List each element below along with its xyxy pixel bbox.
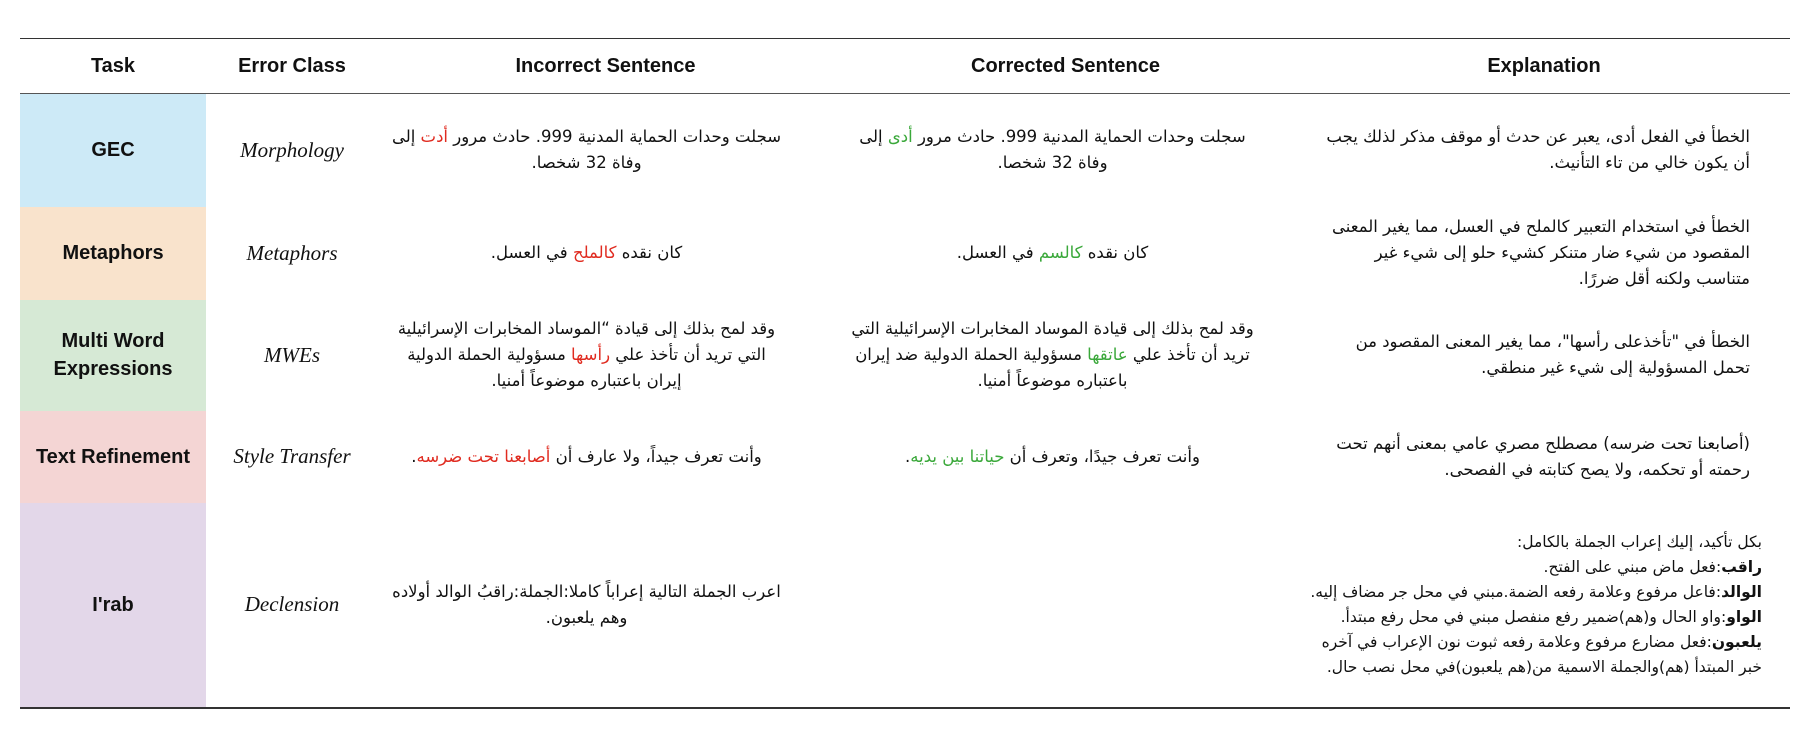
header-error-class: Error Class <box>206 39 378 94</box>
explanation-cell: الخطأ في استخدام التعبير كالملح في العسل، مما يغير المعنى المقصود من شيء ضار متنكر كشيء حلو إلى شيء غير متناسب ولكنه أقل ضررًا. <box>1332 217 1750 288</box>
sentence-text: وقد لمح بذلك إلى قيادة الموساد المخابرات الإسرائيلية التي تريد أن تأخذ علي <box>851 319 1254 364</box>
sentence-text: كان نقده <box>1082 243 1149 262</box>
header-incorrect-sentence: Incorrect Sentence <box>378 39 833 94</box>
corrected-sentence-cell <box>833 207 1298 300</box>
sentence-text: كان نقده <box>616 243 683 262</box>
sentence-text: مسؤولية الحملة الدولية ضد إيران باعتباره موضوعاً أمنيا. <box>855 345 1128 390</box>
task-cell: Text Refinement <box>20 411 206 503</box>
correction-highlight: عاتقها <box>1087 345 1128 364</box>
table-row-mwe <box>20 300 1790 411</box>
table-row-irab <box>20 503 1790 707</box>
irab-text: :فاعل مرفوع وعلامة رفعه الضمة.مبني في محل جر مضاف إليه. <box>1310 582 1722 601</box>
corrected-sentence-cell <box>833 503 1298 707</box>
incorrect-sentence-cell <box>378 503 833 707</box>
sentence-text: اعرب الجملة التالية إعراباً كاملا:الجملة:راقبُ الوالد أولاده وهم يلعبون. <box>392 581 781 627</box>
correction-highlight: كالسم <box>1038 243 1083 262</box>
error-class-cell: Style Transfer <box>233 444 351 468</box>
sentence-text: وأنت تعرف جيداً، ولا عارف أن <box>550 446 762 466</box>
error-highlight: أصابعنا تحت ضرسه <box>416 446 551 466</box>
irab-word-label: يلعبون <box>1711 632 1762 651</box>
sentence-text: وقد لمح بذلك إلى قيادة “الموساد المخابرات الإسرائيلية التي تريد أن تأخذ علي <box>397 319 776 364</box>
irab-word-label: الواو <box>1726 607 1762 626</box>
irab-line <box>1304 630 1762 680</box>
explanation-cell: الخطأ في "تأخذعلى رأسها"، مما يغير المعنى المقصود من تحمل المسؤولية إلى شيء غير منطقي. <box>1355 332 1750 377</box>
irab-text: بكل تأكيد، إليك إعراب الجملة بالكامل: <box>1517 532 1762 551</box>
sentence-text: . <box>411 446 417 466</box>
comparison-table-container <box>20 38 1790 709</box>
incorrect-sentence-cell <box>378 94 833 207</box>
sentence-text: سجلت وحدات الحماية المدنية 999. حادث مرور <box>448 127 782 147</box>
correction-highlight: حياتنا بين يديه <box>910 446 1005 466</box>
error-class-cell: Morphology <box>240 137 344 162</box>
irab-text: :فعل ماض مبني على الفتح. <box>1543 557 1722 576</box>
explanation-cell: (أصابعنا تحت ضرسه) مصطلح مصري عامي بمعنى أنهم تحت رحمته أو تحكمه، ولا يصح كتابته في الفصحى. <box>1336 433 1750 479</box>
header-explanation: Explanation <box>1298 39 1790 94</box>
sentence-text: وأنت تعرف جيدًا، وتعرف أن <box>1004 446 1200 466</box>
corrected-sentence-cell <box>833 300 1298 411</box>
sentence-text: في العسل. <box>956 243 1039 262</box>
corrected-sentence-cell <box>833 94 1298 207</box>
irab-word-label: الوالد <box>1721 582 1762 601</box>
task-cell: GEC <box>20 94 206 207</box>
irab-line <box>1304 555 1762 580</box>
task-cell: Multi Word Expressions <box>20 300 206 411</box>
sentence-text: في العسل. <box>490 243 573 262</box>
incorrect-sentence-cell <box>378 300 833 411</box>
error-class-cell: Metaphors <box>246 240 338 265</box>
error-highlight: رأسها <box>571 345 611 364</box>
error-examples-table <box>20 39 1790 707</box>
sentence-text: إلى وفاة 32 شخصا. <box>391 127 642 173</box>
error-class-cell: Declension <box>244 592 340 616</box>
sentence-text: . <box>905 446 911 466</box>
table-row-text-refinement <box>20 411 1790 503</box>
table-row-gec <box>20 94 1790 207</box>
task-cell: I'rab <box>20 503 206 707</box>
irab-text: :فعل مضارع مرفوع وعلامة رفعه ثبوت نون الإعراب في آخره خبر المبتدأ (هم)والجملة الاسمية من(هم يلعبون)في محل نصب حال. <box>1321 632 1762 676</box>
header-corrected-sentence: Corrected Sentence <box>833 39 1298 94</box>
table-row-metaphors <box>20 207 1790 300</box>
sentence-text: سجلت وحدات الحماية المدنية 999. حادث مرور <box>912 127 1246 147</box>
irab-text: :واو الحال و(هم)ضمير رفع منفصل مبني في محل رفع مبتدأ. <box>1340 607 1727 626</box>
correction-highlight: أدى <box>887 127 913 147</box>
header-row <box>20 39 1790 94</box>
irab-word-label: راقب <box>1721 557 1762 576</box>
irab-line <box>1304 580 1762 605</box>
irab-line <box>1304 530 1762 555</box>
explanation-cell <box>1298 503 1790 707</box>
sentence-text: مسؤولية الحملة الدولية إيران باعتباره موضوعاً أمنيا. <box>407 345 682 390</box>
explanation-cell: الخطأ في الفعل أدى، يعبر عن حدث أو موقف مذكر لذلك يجب أن يكون خالي من تاء التأنيث. <box>1326 127 1750 173</box>
sentence-text: إلى وفاة 32 شخصا. <box>859 127 1108 173</box>
header-task: Task <box>20 39 206 94</box>
error-highlight: أدت <box>420 127 449 147</box>
error-class-cell: MWEs <box>264 342 320 367</box>
corrected-sentence-cell <box>833 411 1298 503</box>
incorrect-sentence-cell <box>378 207 833 300</box>
error-highlight: كالملح <box>572 243 617 262</box>
irab-line <box>1304 605 1762 630</box>
table-bottom-rule <box>20 707 1790 709</box>
task-cell: Metaphors <box>20 207 206 300</box>
incorrect-sentence-cell <box>378 411 833 503</box>
